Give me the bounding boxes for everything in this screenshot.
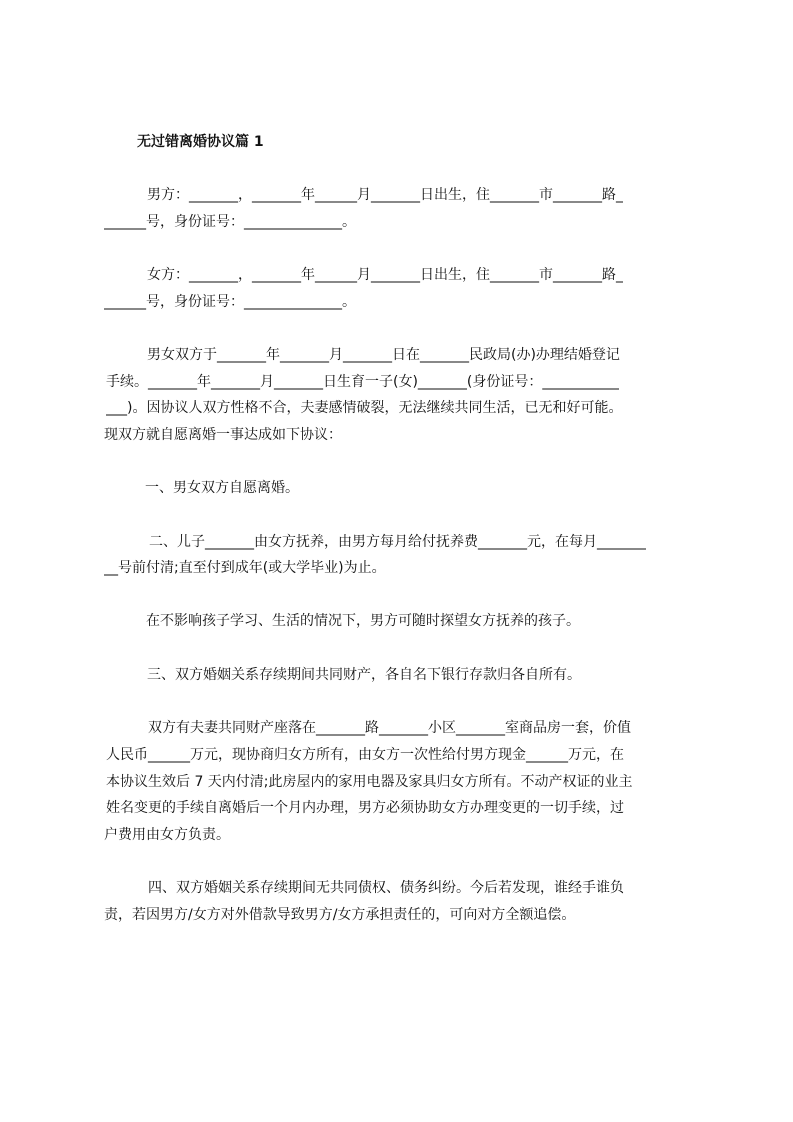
clause-two-line-1: 二、儿子_______由女方抚养，由男方每月给付抚养费_______元，在每月_______ xyxy=(149,534,646,550)
clause-marriage-line-2: 手续。_______年_______月_______日生育一子(女)_______(身份证号：___________ xyxy=(106,374,620,390)
clause-property-line-2: 人民币______万元，现协商归女方所有，由女方一次性给付男方现金______万元，在 xyxy=(106,747,624,763)
clause-marriage-line-4: 现双方就自愿离婚一事达成如下协议： xyxy=(104,427,342,443)
clause-two-line-2: __号前付清;直至付到成年(或大学毕业)为止。 xyxy=(104,560,386,576)
clause-one: 一、男女双方自愿离婚。 xyxy=(145,480,299,496)
clause-visitation: 在不影响孩子学习、生活的情况下，男方可随时探望女方抚养的孩子。 xyxy=(146,613,580,629)
document-title: 无过错离婚协议篇 1 xyxy=(137,134,264,150)
clause-property-line-5: 户费用由女方负责。 xyxy=(104,827,230,843)
clause-four-line-1: 四、双方婚姻关系存续期间无共同债权、债务纠纷。今后若发现，谁经手谁负 xyxy=(148,880,624,896)
clause-male-party-line-1: 男方：_______，_______年______月_______日出生，住_______市_______路_ xyxy=(147,187,623,203)
clause-female-party-line-2: ______号，身份证号：______________。 xyxy=(104,294,356,310)
clause-four-line-2: 责，若因男方/女方对外借款导致男方/女方承担责任的，可向对方全额追偿。 xyxy=(104,907,576,923)
clause-property-line-4: 姓名变更的手续自离婚后一个月内办理，男方必须协助女方办理变更的一切手续，过 xyxy=(106,800,624,816)
clause-marriage-line-3: ___)。因协议人双方性格不合，夫妻感情破裂，无法继续共同生活，已无和好可能。 xyxy=(106,400,623,416)
clause-property-line-1: 双方有夫妻共同财产座落在_______路_______小区_______室商品房一套，价值 xyxy=(148,720,631,736)
clause-three: 三、双方婚姻关系存续期间共同财产，各自名下银行存款归各自所有。 xyxy=(147,667,581,683)
clause-property-line-3: 本协议生效后 7 天内付清;此房屋内的家用电器及家具归女方所有。不动产权证的业主 xyxy=(106,774,633,790)
clause-marriage-line-1: 男女双方于_______年_______月_______日在_______民政局(办)办理结婚登记 xyxy=(147,347,620,363)
clause-male-party-line-2: ______号，身份证号：______________。 xyxy=(104,214,356,230)
clause-female-party-line-1: 女方：_______，_______年______月_______日出生，住_______市_______路_ xyxy=(147,267,623,283)
